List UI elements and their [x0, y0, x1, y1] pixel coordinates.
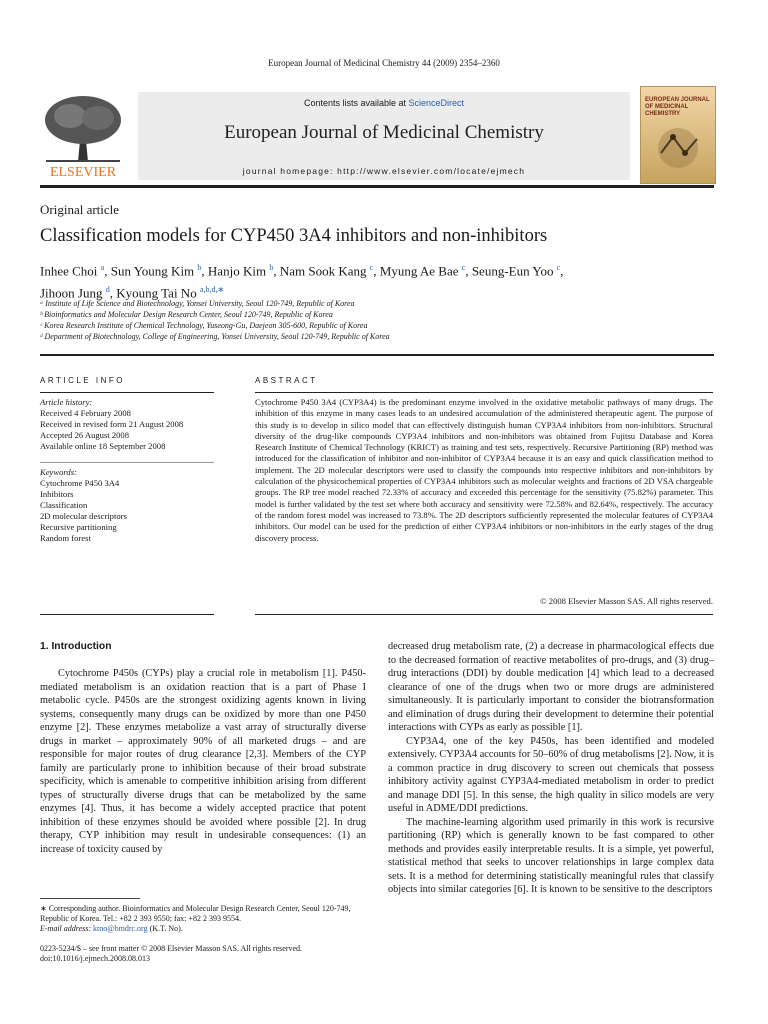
- author-affiliation-marker[interactable]: a: [100, 263, 105, 272]
- journal-title: European Journal of Medicinal Chemistry: [224, 122, 544, 143]
- journal-homepage[interactable]: journal homepage: http://www.elsevier.com/locate/ejmech: [242, 166, 526, 176]
- elsevier-logo: [40, 90, 126, 180]
- email-suffix: (K.T. No).: [147, 924, 183, 933]
- contents-prefix: Contents lists available at: [303, 98, 409, 108]
- author-list: [40, 258, 714, 303]
- author-name: Jihoon Jung: [40, 285, 106, 301]
- author-separator: ,: [109, 285, 117, 301]
- footnotes: [40, 904, 366, 964]
- info-rule: [40, 392, 214, 393]
- author-affiliation-marker[interactable]: a,b,d,∗: [199, 285, 225, 295]
- email-line: [40, 924, 366, 934]
- author-separator: ,: [560, 263, 564, 279]
- author-affiliation-marker[interactable]: c: [461, 263, 466, 272]
- affiliation-c: ᶜ Korea Research Institute of Chemical Technology, Yuseong-Gu, Daejeon 305-600, Republic of Korea: [40, 321, 368, 330]
- journal-banner: [138, 92, 630, 180]
- email-link[interactable]: ktno@bmdrc.org: [93, 924, 148, 933]
- abstract-heading: ABSTRACT: [255, 376, 318, 385]
- article-info-heading: ARTICLE INFO: [40, 376, 125, 385]
- author-name: Seung-Eun Yoo: [471, 263, 557, 279]
- author-separator: ,: [104, 263, 111, 279]
- abstract-bottom-rule: [255, 614, 713, 615]
- info-bottom-rule: [40, 614, 214, 615]
- article-title: Classification models for CYP450 3A4 inhibitors and non-inhibitors: [40, 226, 548, 246]
- author-affiliation-marker[interactable]: b: [197, 263, 202, 272]
- section-rule: [40, 354, 714, 356]
- author-affiliation-marker[interactable]: d: [105, 285, 110, 295]
- keyword: Recursive partitioning: [40, 522, 117, 532]
- keywords-label: Keywords:: [40, 467, 77, 477]
- keyword: 2D molecular descriptors: [40, 511, 127, 521]
- intro-paragraph-1: Cytochrome P450s (CYPs) play a crucial role in metabolism [1]. P450-mediated metabolism is an oxidation reaction that is a part of Phase I metabolic cycle. P450s are the strongest oxidizing agents known in living systems, consequently many drugs can be oxidized by more than one P450 enzyme [2]. These enzymes metabolize a vast array of structurally diverse drugs in market – approximately 90% of all marketed drugs – and are responsible for major routes of drug clearance [2,3]. Members of the CYP family are particularly prone to inhibition because of their broad substrate specificity, which is amenable to competitive inhibition arising from different types of structurally diverse drugs that can be metabolized by the same enzymes [4]. Thus, it has become a widely accepted practice that potent inhibition of these enzymes should be avoided where possible [2]. In drug therapy, CYP inhibition may result in undesirable consequences: (1) an increase of toxicity caused by: [40, 668, 366, 855]
- author-name: Inhee Choi: [40, 263, 101, 279]
- article-type: Original article: [40, 202, 120, 217]
- keyword: Inhibitors: [40, 489, 74, 499]
- author-affiliation-marker[interactable]: c: [369, 263, 374, 272]
- intro-paragraph-3: CYP3A4, one of the key P450s, has been identified and modeled extensively. CYP3A4 accounts for 50–60% of drug metabolisms [2]. Now, it is a common practice in drug discovery to screen out chemicals that possess inhibitory activity against CYP3A4-mediated metabolism in order to predict and manage DDI [5]. In this sense, the high quality in silico models are very useful in ADME/DDI predictions.: [388, 735, 714, 814]
- author-separator: ,: [373, 263, 380, 279]
- intro-column-2: [388, 640, 714, 897]
- keywords: [40, 467, 214, 544]
- footnote-rule: [40, 898, 140, 899]
- author-name: Kyoung Tai No: [116, 285, 200, 301]
- abstract-rule: [255, 392, 713, 393]
- affiliation-d: ᵈ Department of Biotechnology, College of Engineering, Yonsei University, Seoul 120-749, Republic of Korea: [40, 332, 390, 341]
- author-name: Nam Sook Kang: [279, 263, 370, 279]
- author-name: Sun Young Kim: [110, 263, 198, 279]
- abstract-copyright: © 2008 Elsevier Masson SAS. All rights reserved.: [540, 596, 713, 606]
- tree-logo-icon: [40, 90, 126, 180]
- corresponding-author-note: ∗ Corresponding author. Bioinformatics and Molecular Design Research Center, Seoul 120-749, Republic of Korea. Tel.: +82 2 393 9550; fax: +82 2 393 9554.: [40, 904, 351, 923]
- intro-paragraph-2: decreased drug metabolism rate, (2) a decrease in pharmacological effects due to the decreased formation of reactive metabolites of pro-drugs, and (3) drug–drug interactions (DDI) by double medication [4] which lead to a decreased clearance of one of the drugs when two or more drugs are administered simultaneously. It is particularly important to consider the biotransformation and elimination of drugs during their development to determine their potential interactions with CYPs as early as possible [1].: [388, 641, 714, 733]
- history-label: Article history:: [40, 397, 93, 407]
- header-rule: [40, 185, 714, 188]
- running-header: European Journal of Medicinal Chemistry 44 (2009) 2354–2360: [268, 58, 500, 68]
- history-received: Received 4 February 2008: [40, 408, 131, 418]
- contents-line: [138, 98, 630, 108]
- author-affiliation-marker[interactable]: c: [556, 263, 561, 272]
- author-separator: ,: [273, 263, 280, 279]
- author-name: Myung Ae Bae: [379, 263, 462, 279]
- article-history: [40, 397, 214, 452]
- section-heading-introduction: 1. Introduction: [40, 641, 112, 652]
- info-divider: [40, 462, 214, 463]
- authors-line-1: [40, 258, 714, 280]
- sciencedirect-link[interactable]: ScienceDirect: [408, 98, 465, 108]
- abstract-text: Cytochrome P450 3A4 (CYP3A4) is the predominant enzyme involved in the oxidative metabolic pathways of many drugs. The inhibition of this enzyme in many cases leads to an undesired accumulation of the administered therapeutic agent. The purpose of this study is to develop in silico model that can effectively distinguish human CYP3A4 inhibitors from non-inhibitors. Structural diversity of the drug-like compounds CYP3A4 inhibitors and non-inhibitors was obtained from Fujitsu Database and Korea Research Institute of Chemical Technology (KRICT) as training and test sets, respectively. Recursive Partitioning (RP) method was introduced for the classification of inhibitor and non-inhibitor of CYP3A4 because it is an easy and quick classification method to implement. The 2D molecular descriptors were used to classify the compounds into respective inhibitors and non-inhibitors by calculation of the physicochemical properties of CYP3A4 inhibitors such as molecular weights and fractions of 2D VSA chargeable groups. The RP tree model reached 72.33% of accuracy and exceeded this percentage for the sensitivity (75.82%) parameter. This model is further validated by the test set where both accuracy and sensitivity were 72.58% and 82.64%, respectively. The accuracy of the random forest model was increased to 73.8%. The 2D descriptors sufficiently represented the molecular features of CYP3A4 inhibitors. Our model can be used for the prediction of either CYP3A4 inhibitors or non-inhibitors in the early stages of the drug discovery process.: [255, 397, 713, 543]
- issn-line: 0223-5234/$ – see front matter © 2008 Elsevier Masson SAS. All rights reserved.: [40, 944, 303, 953]
- author-name: Hanjo Kim: [207, 263, 270, 279]
- cover-title: EUROPEAN JOURNAL OF MEDICINAL CHEMISTRY: [645, 97, 710, 117]
- affiliations: [40, 298, 390, 342]
- author-affiliation-marker[interactable]: b: [269, 263, 274, 272]
- history-accepted: Accepted 26 August 2008: [40, 430, 130, 440]
- elsevier-wordmark: ELSEVIER: [49, 165, 117, 180]
- affiliation-a: ᵃ Institute of Life Science and Biotechnology, Yonsei University, Seoul 120-749, Republic of Korea: [40, 299, 355, 308]
- history-online: Available online 18 September 2008: [40, 441, 166, 451]
- author-separator: ,: [465, 263, 472, 279]
- affiliation-b: ᵇ Bioinformatics and Molecular Design Research Center, Seoul 120-749, Republic of Korea: [40, 310, 333, 319]
- journal-cover: [640, 86, 716, 184]
- molecule-image: [651, 123, 705, 173]
- keyword: Cytochrome P450 3A4: [40, 478, 120, 488]
- doi-line[interactable]: doi:10.1016/j.ejmech.2008.08.013: [40, 954, 150, 963]
- intro-paragraph-4: The machine-learning algorithm used primarily in this work is recursive partitioning (RP) which is generally known to be fast compared to other methods and provides easily interpretable results. It is a simple, yet powerful, statistical method that seeks to uncover relationships in large complex data sets. It is a method for determining statistically meaningful rules that classify objects into similar categories [6]. It is known to be sensitive to the descriptors: [388, 816, 714, 895]
- author-separator: ,: [201, 263, 208, 279]
- keyword: Random forest: [40, 533, 91, 543]
- keyword: Classification: [40, 500, 88, 510]
- history-revised: Received in revised form 21 August 2008: [40, 419, 184, 429]
- email-label: E-mail address:: [40, 924, 94, 933]
